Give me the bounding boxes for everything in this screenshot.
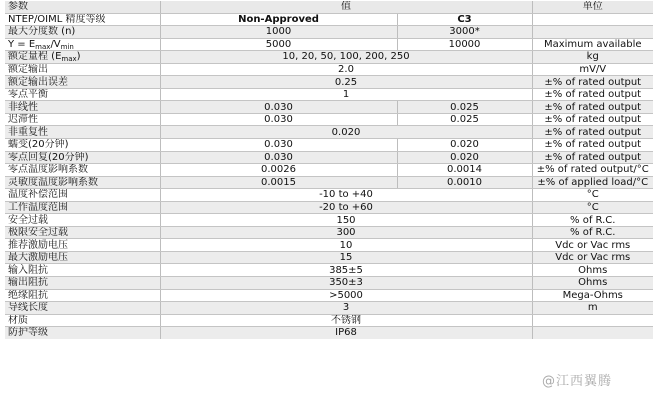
param-label: 极限安全过载 — [5, 226, 160, 239]
value-c3: 0.0010 — [397, 176, 532, 189]
header-param: 参数 — [5, 1, 160, 13]
value-non-approved: 0.030 — [160, 113, 397, 126]
watermark: @江西翼腾 — [542, 374, 613, 389]
row-cable-length — [5, 302, 653, 315]
row-accuracy-class — [5, 13, 653, 26]
value-c3: 10000 — [397, 38, 532, 51]
unit-cell — [532, 26, 653, 39]
unit-cell: °C — [532, 201, 653, 214]
value-non-approved: 0.030 — [160, 139, 397, 152]
row-span-temp-effect — [5, 176, 653, 189]
value-non-approved: 0.0015 — [160, 176, 397, 189]
param-label: 安全过载 — [5, 214, 160, 227]
header-value: 值 — [160, 1, 532, 13]
row-operating-temp-range — [5, 201, 653, 214]
row-zero-balance — [5, 88, 653, 101]
param-subscript: max — [35, 42, 51, 51]
param-label: 灵敏度温度影响系数 — [5, 176, 160, 189]
value-cell: 10, 20, 50, 100, 200, 250 — [160, 51, 532, 64]
row-input-impedance — [5, 264, 653, 277]
param-label — [5, 51, 160, 64]
param-label: 防护等级 — [5, 327, 160, 339]
unit-cell: Ohms — [532, 264, 653, 277]
param-label: 额定输出 — [5, 63, 160, 76]
value-non-approved: 0.0026 — [160, 164, 397, 177]
param-label — [5, 38, 160, 51]
unit-cell — [532, 314, 653, 327]
param-text: /V — [50, 38, 61, 50]
unit-cell: ±% of rated output — [532, 151, 653, 164]
unit-cell: ±% of rated output — [532, 76, 653, 89]
unit-cell: ±% of applied load/°C — [532, 176, 653, 189]
specification-table — [5, 1, 653, 339]
param-label: NTEP/OIML 精度等级 — [5, 13, 160, 26]
value-non-approved: Non-Approved — [160, 13, 397, 26]
param-label: 零点平衡 — [5, 88, 160, 101]
row-ultimate-overload — [5, 226, 653, 239]
unit-cell — [532, 327, 653, 339]
unit-cell: ±% of rated output — [532, 126, 653, 139]
param-label: 零点回复(20分钟) — [5, 151, 160, 164]
value-cell: 15 — [160, 251, 532, 264]
unit-cell: Vdc or Vac rms — [532, 239, 653, 252]
row-zero-temp-effect — [5, 164, 653, 177]
param-label: 导线长度 — [5, 302, 160, 315]
param-text: Y = E — [8, 38, 36, 50]
value-non-approved: 5000 — [160, 38, 397, 51]
param-label: 零点温度影响系数 — [5, 164, 160, 177]
unit-cell: ±% of rated output — [532, 101, 653, 114]
param-subscript: min — [60, 42, 74, 51]
unit-cell — [532, 13, 653, 26]
unit-cell: ±% of rated output/°C — [532, 164, 653, 177]
value-cell: 0.020 — [160, 126, 532, 139]
value-cell: -20 to +60 — [160, 201, 532, 214]
unit-cell: Maximum available — [532, 38, 653, 51]
param-label: 推荐激励电压 — [5, 239, 160, 252]
row-nonlinearity — [5, 101, 653, 114]
row-y-ratio — [5, 38, 653, 51]
row-material — [5, 314, 653, 327]
row-recommended-excitation — [5, 239, 653, 252]
param-label: 最大分度数 (n) — [5, 26, 160, 39]
value-cell: >5000 — [160, 289, 532, 302]
table-header-row — [5, 1, 653, 13]
row-hysteresis — [5, 113, 653, 126]
value-cell: 0.25 — [160, 76, 532, 89]
value-non-approved: 0.030 — [160, 151, 397, 164]
param-text: ) — [76, 51, 81, 63]
value-c3: 0.020 — [397, 151, 532, 164]
value-non-approved: 0.030 — [160, 101, 397, 114]
value-cell: 不锈钢 — [160, 314, 532, 327]
value-c3: 0.025 — [397, 101, 532, 114]
value-cell: 350±3 — [160, 277, 532, 290]
row-max-divisions — [5, 26, 653, 39]
row-output-impedance — [5, 277, 653, 290]
row-non-repeatability — [5, 126, 653, 139]
param-label: 非线性 — [5, 101, 160, 114]
row-safe-overload — [5, 214, 653, 227]
row-max-excitation — [5, 251, 653, 264]
param-label: 工作温度范围 — [5, 201, 160, 214]
row-rated-output-tolerance — [5, 76, 653, 89]
value-cell: 300 — [160, 226, 532, 239]
unit-cell: mV/V — [532, 63, 653, 76]
param-label: 额定输出误差 — [5, 76, 160, 89]
value-c3: 0.020 — [397, 139, 532, 152]
unit-cell: ±% of rated output — [532, 113, 653, 126]
row-protection-class — [5, 327, 653, 339]
unit-cell: °C — [532, 189, 653, 202]
unit-cell: Vdc or Vac rms — [532, 251, 653, 264]
param-label: 输入阻抗 — [5, 264, 160, 277]
unit-cell: % of R.C. — [532, 214, 653, 227]
param-label: 非重复性 — [5, 126, 160, 139]
value-cell: 1 — [160, 88, 532, 101]
unit-cell: kg — [532, 51, 653, 64]
value-cell: 10 — [160, 239, 532, 252]
param-label: 材质 — [5, 314, 160, 327]
param-label: 迟滞性 — [5, 113, 160, 126]
param-subscript: max — [61, 55, 77, 64]
row-insulation-resistance — [5, 289, 653, 302]
row-creep — [5, 139, 653, 152]
unit-cell: m — [532, 302, 653, 315]
unit-cell: % of R.C. — [532, 226, 653, 239]
row-zero-return — [5, 151, 653, 164]
unit-cell: ±% of rated output — [532, 88, 653, 101]
value-c3: 0.0014 — [397, 164, 532, 177]
unit-cell: Ohms — [532, 277, 653, 290]
param-label: 绝缘阻抗 — [5, 289, 160, 302]
value-cell: 150 — [160, 214, 532, 227]
value-cell: 3 — [160, 302, 532, 315]
param-text: 额定量程 (E — [8, 51, 62, 63]
value-cell: -10 to +40 — [160, 189, 532, 202]
value-c3: C3 — [397, 13, 532, 26]
unit-cell: Mega-Ohms — [532, 289, 653, 302]
value-c3: 3000* — [397, 26, 532, 39]
value-c3: 0.025 — [397, 113, 532, 126]
row-rated-output — [5, 63, 653, 76]
value-cell: 385±5 — [160, 264, 532, 277]
header-unit: 单位 — [532, 1, 653, 13]
param-label: 温度补偿范围 — [5, 189, 160, 202]
param-label: 输出阻抗 — [5, 277, 160, 290]
param-label: 蠕变(20分钟) — [5, 139, 160, 152]
value-non-approved: 1000 — [160, 26, 397, 39]
row-compensated-temp-range — [5, 189, 653, 202]
value-cell: 2.0 — [160, 63, 532, 76]
value-cell: IP68 — [160, 327, 532, 339]
unit-cell: ±% of rated output — [532, 139, 653, 152]
row-rated-capacity — [5, 51, 653, 64]
param-label: 最大激励电压 — [5, 251, 160, 264]
